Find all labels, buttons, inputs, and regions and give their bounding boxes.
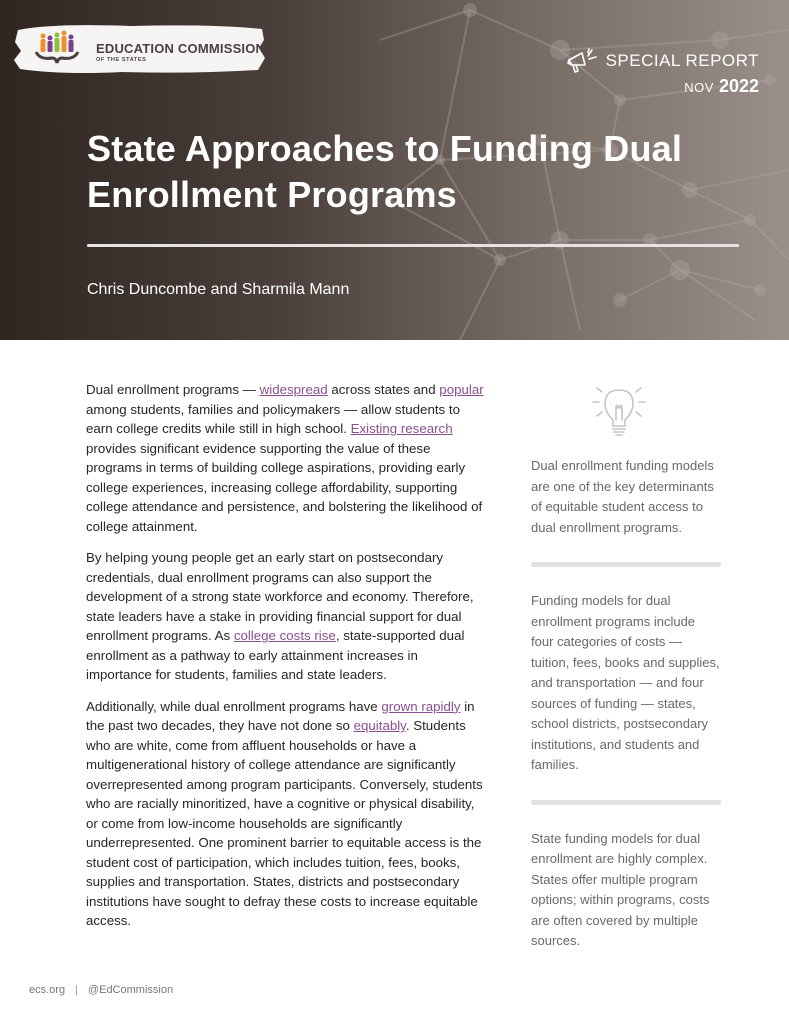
text-segment: provides significant evidence supporting the value of these programs in terms of building college aspirations, providing early college experiences, increasing college affordability, supporting college attendance and persistence, and bolstering the likelihood of college attainment. <box>86 440 483 534</box>
text-segment: By helping young people get an early start on postsecondary credentials, dual enrollment programs can also support the development of a strong state workforce and economy. Therefore, state leaders have a stake in providing financial support for dual enrollment programs. As <box>86 550 474 643</box>
sidebar-divider <box>531 800 721 805</box>
footer-website-link[interactable]: ecs.org <box>29 984 66 996</box>
link-equitably[interactable]: equitably <box>353 718 406 733</box>
text-segment: . Students who are white, come from affluent households or have a multigenerational history of college attendance are significantly overrepresented among program participants. Conversely, students who are racially minoritized, have a cognitive or physical disability, or come from low-income households are significantly underrepresented. One prominent barrier to equitable access is the student cost of participation, which includes tuition, fees, books, supplies and transportation. States, districts and postsecondary institutions have sought to defray these costs to increase equitable access. <box>86 718 483 928</box>
title-divider <box>87 244 739 247</box>
text-segment: , state-supported dual enrollment as a pathway to early attainment increases in importance for students, families and state leaders. <box>86 628 465 682</box>
report-authors: Chris Duncombe and Sharmila Mann <box>87 281 350 298</box>
link-existing-research[interactable]: Existing research <box>350 421 453 436</box>
body-paragraph-1 <box>86 380 486 536</box>
special-report-badge <box>566 48 759 74</box>
text-segment: across states and <box>327 382 440 397</box>
lightbulb-icon <box>581 376 661 446</box>
text-segment: among students, families and policymakers — allow students to earn college credits while still in high school. <box>86 401 460 436</box>
footer-social-handle[interactable]: @EdCommission <box>87 984 174 996</box>
text-segment: in the past two decades, they have not done so <box>86 698 475 733</box>
footer-separator: | <box>75 984 78 996</box>
page-footer <box>29 984 173 996</box>
link-popular[interactable]: popular <box>439 382 484 397</box>
issue-month: NOV <box>684 80 714 95</box>
sidebar-callout-3: State funding models for dual enrollment are highly complex. States offer multiple program options; within programs, costs are often covered by multiple sources. <box>531 830 710 948</box>
hero-header <box>0 0 789 340</box>
special-report-label: SPECIAL REPORT <box>605 51 759 70</box>
logo-name: EDUCATION COMMISSION <box>96 41 266 56</box>
ecs-logo[interactable] <box>12 20 267 76</box>
people-logo-icon <box>34 30 80 66</box>
issue-year: 2022 <box>718 76 759 96</box>
link-college-costs-rise[interactable]: college costs rise <box>233 628 336 643</box>
link-widespread[interactable]: widespread <box>259 382 328 397</box>
sidebar-callout-1: Dual enrollment funding models are one of the key determinants of equitable student access to dual enrollment programs. <box>531 458 714 535</box>
logo-subtitle: OF THE STATES <box>96 57 147 63</box>
sidebar-callouts <box>531 376 721 952</box>
text-segment: Additionally, while dual enrollment programs have <box>86 698 382 714</box>
text-segment: Dual enrollment programs — <box>86 382 260 397</box>
link-grown-rapidly[interactable]: grown rapidly <box>381 698 461 714</box>
sidebar-divider <box>531 562 721 567</box>
issue-date <box>684 76 759 97</box>
body-paragraph-3 <box>86 697 486 931</box>
megaphone-icon <box>566 48 598 74</box>
sidebar-callout-2: Funding models for dual enrollment programs include four categories of costs — tuition, fees, books and supplies, and transportation — and four sources of funding — states, school districts, postsecondary institutions, and students and families. <box>531 593 720 772</box>
body-paragraph-2 <box>86 548 486 685</box>
body-column <box>86 380 486 943</box>
report-title: State Approaches to Funding Dual Enrollment Programs <box>87 128 683 215</box>
